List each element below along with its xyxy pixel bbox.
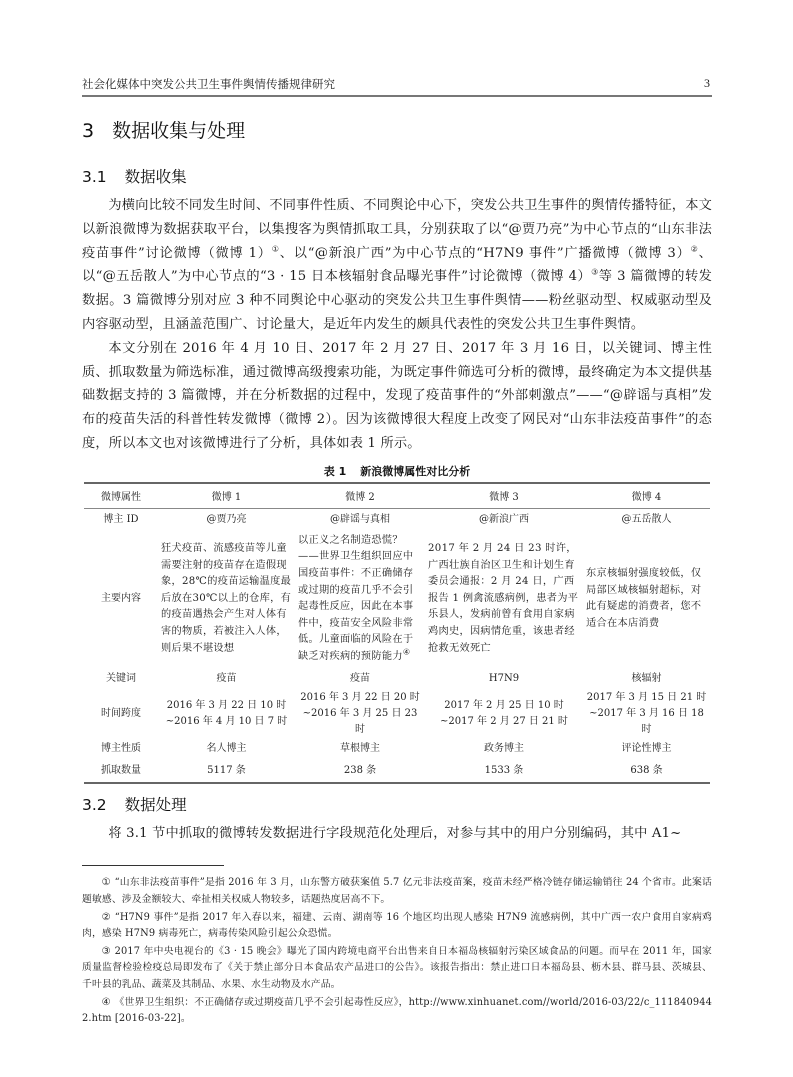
footnote-text: 2017 年中央电视台的《3 · 15 晚会》曝光了国内跨境电商平台出售来自日本福岛核辐射污染区域食品的问题。而早在 2011 年，国家质量监督检验检疫总局即发布了《关于禁止部分日本食品农产品进口的公告》。该报告指出：禁止进口日本福岛县、枥木县、群马县、茨城县、千叶县的乳品、蔬菜及其制品、水果、水生动物及水产品。 xyxy=(82,946,712,990)
footnote-text: “山东非法疫苗事件”是指 2016 年 3 月，山东警方破获案值 5.7 亿元非法疫苗案，疫苗未经严格冷链存储运输销往 24 个省市。此案话题敏感、涉及金额较大、牵扯相关权威人物较多，话题热度居高不下。 xyxy=(82,877,712,905)
row-label: 博主性质 xyxy=(101,742,141,754)
table-cell: 2016 年 3 月 22 日 20 时~2016 年 3 月 25 日 23 时 xyxy=(300,691,420,735)
table-cell: 5117 条 xyxy=(207,764,246,776)
table-row xyxy=(84,668,710,690)
footnote-text: “H7N9 事件”是指 2017 年入春以来，福建、云南、湖南等 16 个地区均出现人感染 H7N9 流感病例，其中广西一农户食用自家病鸡肉，感染 H7N9 病毒死亡，病毒传染风险引起公众恐慌。 xyxy=(82,911,712,939)
subsection-number: 3.2 xyxy=(82,795,107,814)
footnotes xyxy=(82,875,712,1027)
table-cell: 638 条 xyxy=(630,764,663,776)
column-header: 微博 3 xyxy=(489,492,519,504)
subsection-title: 数据处理 xyxy=(124,795,187,814)
table-cell: @贾乃亮 xyxy=(206,513,247,525)
table-cell: 238 条 xyxy=(343,764,377,776)
footnote-mark: ② xyxy=(101,911,111,923)
subsection-number: 3.1 xyxy=(82,168,107,186)
running-title: 社会化媒体中突发公共卫生事件舆情传播规律研究 xyxy=(82,77,335,91)
footnote-mark: ④ xyxy=(101,996,111,1008)
running-header xyxy=(82,76,712,94)
paragraph-text: 等 3 篇微博的转发数据。3 篇微博分别对应 3 种不同舆论中心驱动的突发公共卫生事件舆情——粉丝驱动型、权威驱动型及内容驱动型，且涵盖范围广、讨论量大，是近年内发生的颇具代表性的突发公共卫生事件舆情。 xyxy=(82,269,712,332)
subsection-title: 数据收集 xyxy=(124,168,187,186)
footnote xyxy=(82,875,712,907)
table-cell: 政务博主 xyxy=(484,742,524,754)
row-label: 抓取数量 xyxy=(101,764,141,776)
subsection-heading-3-1 xyxy=(82,166,712,188)
table-cell: 2017 年 2 月 25 日 10 时~2017 年 2 月 27 日 21 时 xyxy=(440,699,568,727)
table-cell: 疫苗 xyxy=(350,672,370,684)
table-row xyxy=(84,760,710,783)
table-caption xyxy=(82,464,712,480)
table-row xyxy=(84,690,710,738)
footnote xyxy=(82,944,712,993)
paragraph-data-collection-2: 本文分别在 2016 年 4 月 10 日、2017 年 2 月 27 日、2017 年 3 月 16 日，以关键词、博主性质、抓取数量为筛选标准，通过微博高级搜索功能，为既定事件筛选可分析的微博，最终确定为本文提供基础数据支持的 3 篇微博，并在分析数据的过程中，发现了疫苗事件的“外部刺激点”——“@辟谣与真相”发布的疫苗失活的科普性转发微博（微博 2）。因为该微博很大程度上改变了网民对“山东非法疫苗事件”的态度，所以本文也对该微博进行了分析，具体如表 1 所示。 xyxy=(82,340,712,451)
page xyxy=(82,0,712,1049)
table-cell: 2016 年 3 月 22 日 10 时~2016 年 4 月 10 日 7 时 xyxy=(165,699,288,727)
row-label: 博主 ID xyxy=(103,513,139,525)
paragraph-text: 、以“@新浪广西”为中心节点的“H7N9 事件”广播微博（微博 3） xyxy=(279,245,691,261)
column-header: 微博属性 xyxy=(101,492,141,504)
page-number: 3 xyxy=(704,76,710,90)
paragraph-data-collection-1 xyxy=(82,194,712,337)
column-header: 微博 4 xyxy=(631,492,662,504)
table-row xyxy=(84,508,710,531)
table-cell: H7N9 xyxy=(488,672,520,684)
table-cell: 疫苗 xyxy=(216,672,237,684)
footnote-separator xyxy=(82,865,224,866)
table-cell: 核辐射 xyxy=(631,672,662,684)
row-label: 关键词 xyxy=(106,672,136,684)
section-title: 数据收集与处理 xyxy=(112,120,246,142)
column-header: 微博 1 xyxy=(211,492,242,504)
table-cell: @新浪广西 xyxy=(479,513,529,525)
footnote-ref[interactable]: ④ xyxy=(402,647,411,657)
header-rule xyxy=(82,95,712,97)
table-cell: 名人博主 xyxy=(206,742,247,754)
table-cell: 2017 年 2 月 24 日 23 时许，广西壮族自治区卫生和计划生育委员会通报：2 月 24 日，广西报告 1 例禽流感病例，患者为平乐县人，发病前曾有食用自家病鸡肉史，因病情危重，该患者经抢救无效死亡 xyxy=(428,543,579,654)
table-cell: 狂犬疫苗、流感疫苗等儿童需要注射的疫苗存在造假现象，28℃的疫苗运输温度最后放在30℃以上的仓库，有的疫苗遇热会产生对人体有害的物质，若被注入人体，则后果不堪设想 xyxy=(161,543,292,654)
table-cell: 1533 条 xyxy=(484,764,524,776)
cell-text: 以正义之名制造恐慌？——世界卫生组织回应中国疫苗事件：不正确储存或过期的疫苗几乎不会引起毒性反应，因此在本事件中，疫苗安全风险非常低。儿童面临的风险在于缺乏对疾病的预防能力 xyxy=(298,534,414,662)
column-header: 微博 2 xyxy=(345,492,375,504)
footnote-text: 《世界卫生组织：不正确储存或过期疫苗几乎不会引起毒性反应》，http://www.xinhuanet.com//world/2016-03/22/c_1118409442.htm [2016-03-22]。 xyxy=(82,996,712,1024)
table-header-row xyxy=(84,483,710,509)
paragraph-text: 为横向比较不同发生时间、不同事件性质、不同舆论中心下，突发公共卫生事件的舆情传播特征，本文以新浪微博为数据获取平台，以集搜客为舆情抓取工具，分别获取了以“@贾乃亮”为中心节点的“山东非法疫苗事件”讨论微博（微博 1） xyxy=(82,198,712,261)
table-cell: 东京核辐射强度较低，仅局部区域核辐射超标，对此有疑虑的消费者，您不适合在本店消费 xyxy=(586,567,702,629)
footnote xyxy=(82,910,712,942)
table-row xyxy=(84,531,710,668)
table-cell: 2017 年 3 月 15 日 21 时~2017 年 3 月 16 日 18 时 xyxy=(586,691,707,735)
footnote-mark: ① xyxy=(101,877,111,889)
table-caption-text: 新浪微博属性对比分析 xyxy=(360,464,471,478)
row-label: 主要内容 xyxy=(101,593,141,605)
footnote-ref[interactable]: ① xyxy=(271,244,280,254)
section-number: 3 xyxy=(82,120,95,142)
footnote-mark: ③ xyxy=(101,946,111,958)
paragraph-data-processing: 将 3.1 节中抓取的微博转发数据进行字段规范化处理后，对参与其中的用户分别编码，其中 A1~ xyxy=(108,825,682,841)
row-label: 时间跨度 xyxy=(101,707,141,719)
table-cell: @五岳散人 xyxy=(621,513,672,525)
table-cell: 评论性博主 xyxy=(621,742,672,754)
table-cell: 草根博主 xyxy=(340,742,380,754)
footnote-ref[interactable]: ② xyxy=(690,244,699,254)
weibo-attribute-table xyxy=(84,482,710,784)
subsection-heading-3-2 xyxy=(82,794,712,816)
table-label: 表 1 xyxy=(323,464,347,478)
table-cell: @辟谣与真相 xyxy=(330,513,390,525)
paragraph-text: 、以“@五岳散人”为中心节点的“3 · 15 日本核辐射食品曝光事件”讨论微博（微博 4） xyxy=(82,245,713,285)
section-heading xyxy=(82,118,712,144)
table-row xyxy=(84,738,710,760)
table-cell xyxy=(295,531,425,668)
footnote-ref[interactable]: ③ xyxy=(591,268,599,277)
footnote xyxy=(82,995,712,1027)
